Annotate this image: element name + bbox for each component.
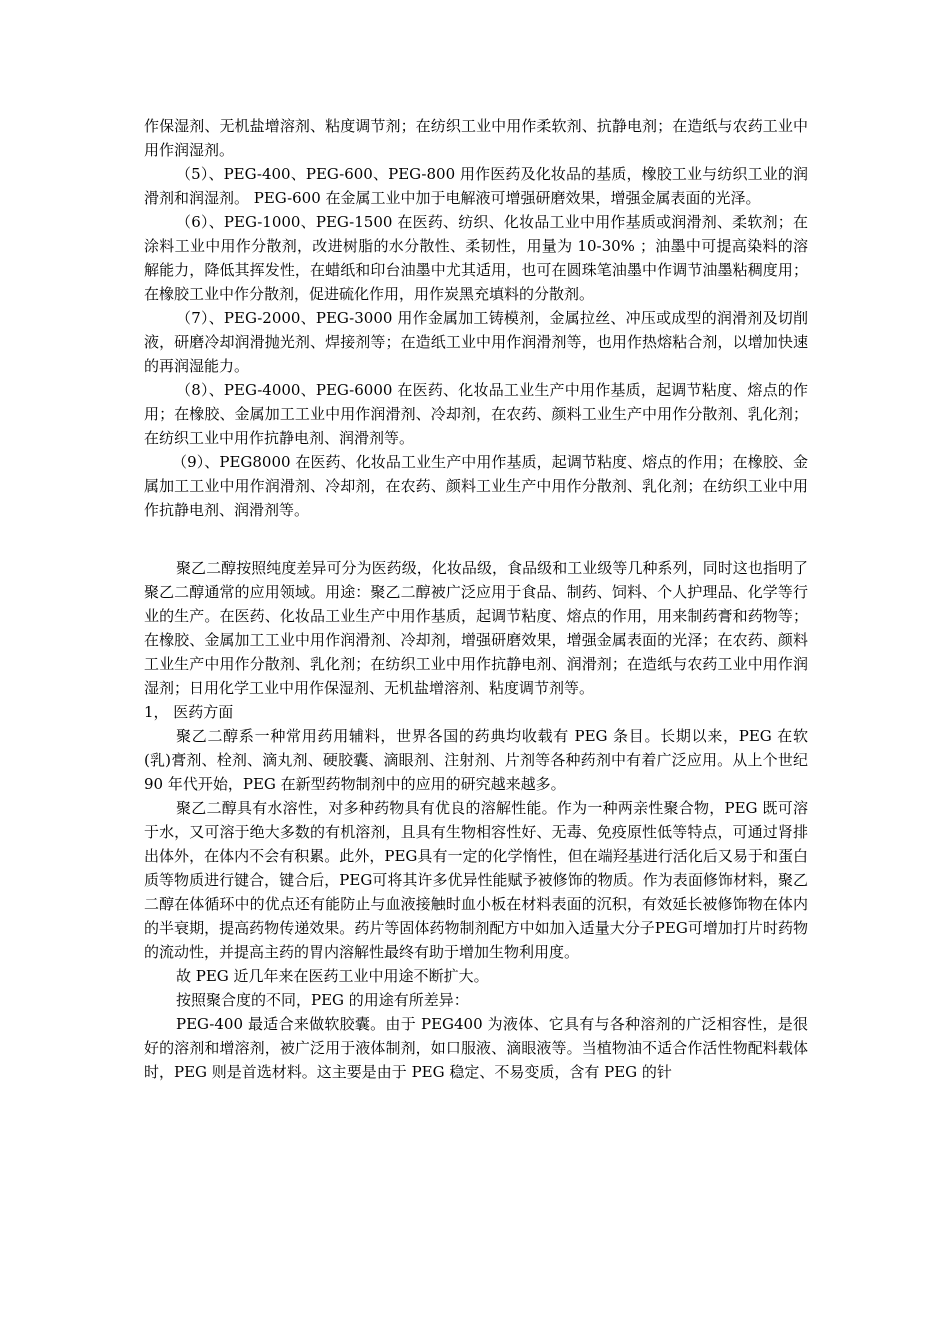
document-page <box>144 114 808 1084</box>
paragraph-grades-and-uses: 聚乙二醇按照纯度差异可分为医药级，化妆品级，食品级和工业级等几种系列，同时这也指明了聚乙二醇通常的应用领域。用途：聚乙二醇被广泛应用于食品、制药、饲料、个人护理品、化学等行业的生产。在医药、化妆品工业生产中用作基质，起调节粘度、熔点的作用，用来制药膏和药物等；在橡胶、金属加工工业中用作润滑剂、冷却剂，增强研磨效果，增强金属表面的光泽；在农药、颜料工业生产中用作分散剂、乳化剂；在纺织工业中用作抗静电剂、润滑剂；在造纸与农药工业中用作润湿剂；日用化学工业中用作保湿剂、无机盐增溶剂、粘度调节剂等。 <box>144 559 808 697</box>
section-heading-pharma: 1， 医药方面 <box>144 703 234 721</box>
paragraph-pharma-excipient: 聚乙二醇系一种常用药用辅料，世界各国的药典均收载有 PEG 条目。长期以来，PEG 在软(乳)膏剂、栓剂、滴丸剂、硬胶囊、滴眼剂、注射剂、片剂等各种药剂中有着广泛应用。从上个世纪 90 年代开始，PEG 在新型药物制剂中的应用的研究越来越多。 <box>144 727 808 793</box>
paragraph-peg-400-softgel: PEG-400 最适合来做软胶囊。由于 PEG400 为液体、它具有与各种溶剂的广泛相容性，是很好的溶剂和增溶剂，被广泛用于液体制剂，如口服液、滴眼液等。当植物油不适合作活性物配料载体时，PEG 则是首选材料。这主要是由于 PEG 稳定、不易变质，含有 PEG 的针 <box>144 1015 808 1081</box>
paragraph-solubility: 聚乙二醇具有水溶性，对多种药物具有优良的溶解性能。作为一种两亲性聚合物，PEG 既可溶于水，又可溶于绝大多数的有机溶剂，且具有生物相容性好、无毒、免疫原性低等特点，可通过肾排出体外，在体内不会有积累。此外，PEG具有一定的化学惰性，但在端羟基进行活化后又易于和蛋白质等物质进行键合，键合后，PEG可将其许多优异性能赋予被修饰的物质。作为表面修饰材料，聚乙二醇在体循环中的优点还有能防止与血液接触时血小板在材料表面的沉积，有效延长被修饰物在体内的半衰期，提高药物传递效果。药片等固体药物制剂配方中如加入适量大分子PEG可增加打片时药物的流动性，并提高主药的胃内溶解性最终有助于增加生物利用度。 <box>144 799 808 961</box>
paragraph-humectant-continued: 作保湿剂、无机盐增溶剂、粘度调节剂；在纺织工业中用作柔软剂、抗静电剂；在造纸与农药工业中用作润湿剂。 <box>144 117 808 159</box>
paragraph-expanding-use: 故 PEG 近几年来在医药工业中用途不断扩大。 <box>176 967 489 985</box>
paragraph-peg-1000-1500: （6）、PEG-1000、PEG-1500 在医药、纺织、化妆品工业中用作基质或润滑剂、柔软剂；在涂料工业中用作分散剂，改进树脂的水分散性、柔韧性，用量为 10-30% ；油墨中可提高染料的溶解能力，降低其挥发性，在蜡纸和印台油墨中尤其适用，也可在圆珠笔油墨中作调节油墨粘稠度用；在橡胶工业中作分散剂，促进硫化作用，用作炭黑充填料的分散剂。 <box>144 213 808 303</box>
paragraph-polymerization-degree: 按照聚合度的不同，PEG 的用途有所差异： <box>176 991 469 1009</box>
paragraph-peg-8000: （9）、PEG8000 在医药、化妆品工业生产中用作基质，起调节粘度、熔点的作用；在橡胶、金属加工工业中用作润滑剂、冷却剂，在农药、颜料工业生产中用作分散剂、乳化剂；在纺织工业中用作抗静电剂、润滑剂等。 <box>144 453 808 519</box>
paragraph-peg-4000-6000: （8）、PEG-4000、PEG-6000 在医药、化妆品工业生产中用作基质，起调节粘度、熔点的作用；在橡胶、金属加工工业中用作润滑剂、冷却剂，在农药、颜料工业生产中用作分散剂、乳化剂；在纺织工业中用作抗静电剂、润滑剂等。 <box>144 381 808 447</box>
paragraph-peg-2000-3000: （7）、PEG-2000、PEG-3000 用作金属加工铸模剂，金属拉丝、冲压或成型的润滑剂及切削液，研磨冷却润滑抛光剂、焊接剂等；在造纸工业中用作润滑剂等，也用作热熔粘合剂，以增加快速的再润湿能力。 <box>144 309 808 375</box>
paragraph-peg-400-800: （5）、PEG-400、PEG-600、PEG-800 用作医药及化妆品的基质，橡胶工业与纺织工业的润滑剂和润湿剂。 PEG-600 在金属工业中加于电解液可增强研磨效果，增强金属表面的光泽。 <box>144 165 808 207</box>
